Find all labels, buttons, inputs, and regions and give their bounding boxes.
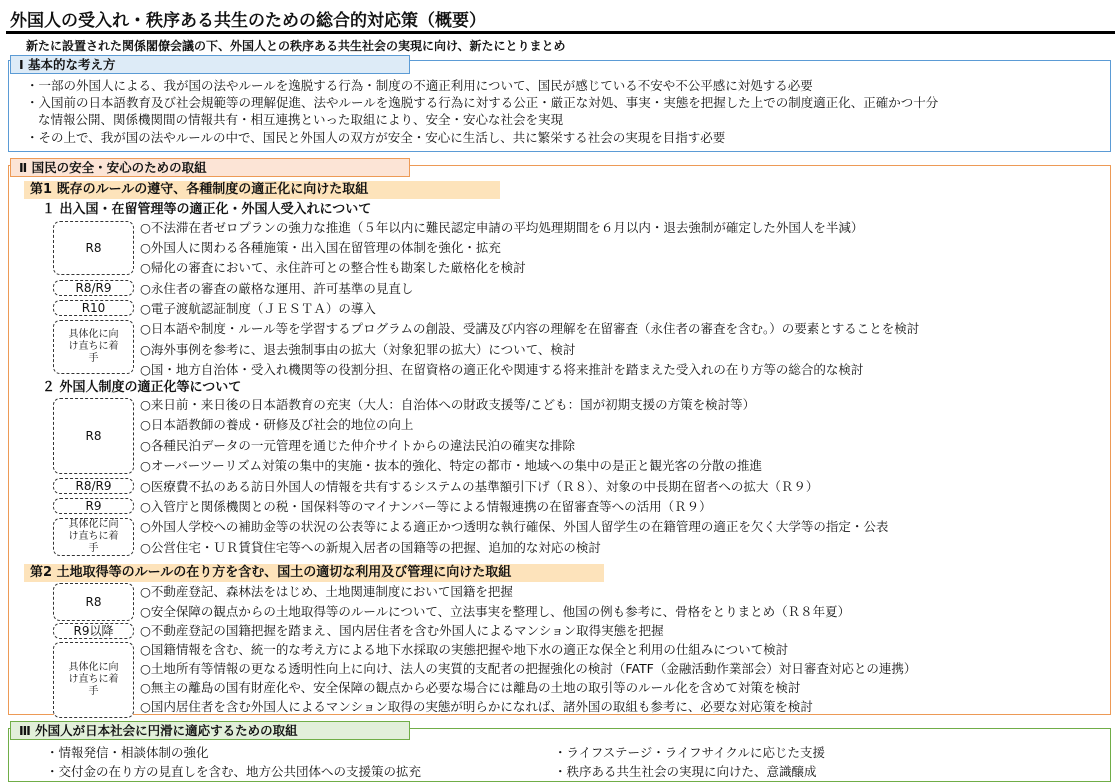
tag-r8-2: R8 bbox=[53, 398, 134, 474]
sub2-item-3: ○各種民泊データの一元管理を通じた仲介サイトからの違法民泊の確実な排除 bbox=[140, 438, 576, 453]
tag-r8-r9: R8/R9 bbox=[53, 280, 134, 296]
part2-item-5: ○土地所有等情報の更なる透明性向上に向け、法人の実質的支配者の把握強化の検討（FATF（金融活動作業部会）対日審査対応との連携） bbox=[140, 661, 917, 676]
sub1-item-3: ○帰化の審査において、永住許可との整合性も勘案した厳格化を検討 bbox=[140, 260, 526, 275]
tag-r8-r9-2: R8/R9 bbox=[53, 478, 134, 494]
sub1-item-2: ○外国人に関わる各種施策・出入国在留管理の体制を強化・拡充 bbox=[140, 240, 501, 255]
sub2-item-2: ○日本語教師の養成・研修及び社会的地位の向上 bbox=[140, 417, 414, 432]
part2-item-6: ○無主の離島の国有財産化や、安全保障の観点から必要な場合には離島の土地の取引等のルール化を含めて対策を検討 bbox=[140, 680, 801, 695]
section-safety-heading: Ⅱ 国民の安全・安心のための取組 bbox=[10, 158, 410, 177]
part2-item-7: ○国内居住者を含む外国人によるマンション取得の実態が明らかになれば、諸外国の取組も参考に、必要な対応策を検討 bbox=[140, 699, 813, 714]
basic-bullet-3: ・ その上で、我が国の法やルールの中で、国民と外国人の双方が安全・安心に生活し、共に繁栄する社会の実現を目指す必要 bbox=[26, 129, 725, 146]
part2-heading: 第2 土地取得等のルールの在り方を含む、国土の適切な利用及び管理に向けた取組 bbox=[30, 565, 512, 580]
tag-r9-later: R9以降 bbox=[53, 623, 134, 639]
part1-sub2-heading: ２ 外国人制度の適正化等について bbox=[42, 380, 242, 395]
part1-sub1-heading: １ 出入国・在留管理等の適正化・外国人受入れについて bbox=[42, 202, 372, 217]
tag-r10: R10 bbox=[53, 300, 134, 316]
section-basic-policy-heading: Ⅰ 基本的な考え方 bbox=[10, 55, 410, 74]
integration-right-2: ・秩序ある共生社会の実現に向けた、意識醸成 bbox=[554, 764, 817, 779]
sub2-item-5: ○医療費不払のある訪日外国人の情報を共有するシステムの基準額引下げ（Ｒ８）、対象の中長期在留者への拡大（Ｒ９） bbox=[140, 479, 819, 494]
basic-bullet-2: ・ 入国前の日本語教育及び社会規範等の理解促進、法やルールを逸脱する行為に対する公正・厳正な対処、事実・実態を把握した上での制度適正化、正確かつ十分 bbox=[26, 94, 938, 111]
sub1-item-1: ○不法滞在者ゼロプランの強力な推進（５年以内に難民認定申請の平均処理期間を６月以内・退去強制が確定した外国人を半減） bbox=[140, 220, 864, 235]
sub2-item-6: ○入管庁と関係機関との税・国保料等のマイナンバー等による情報連携の在留審査等への活用（Ｒ９） bbox=[140, 499, 712, 514]
sub2-item-4: ○オーバーツーリズム対策の集中的実施・抜本的強化、特定の都市・地域への集中の是正と観光客の分散の推進 bbox=[140, 458, 763, 473]
sub2-item-1: ○来日前・来日後の日本語教育の充実（大人：自治体への財政支援等/こども：国が初期支援の方策を検討等） bbox=[140, 397, 756, 412]
sub2-item-8: ○公営住宅・ＵＲ賃貸住宅等への新規入居者の国籍等の把握、追加的な対応の検討 bbox=[140, 540, 601, 555]
part2-item-4: ○国籍情報を含む、統一的な考え方による地下水採取の実態把握や地下水の適正な保全と利用の仕組みについて検討 bbox=[140, 642, 789, 657]
tag-immediate-2: 具体化に向け直ちに着手 bbox=[53, 518, 134, 556]
title-underline bbox=[6, 31, 1115, 34]
tag-r8: R8 bbox=[53, 221, 134, 275]
tag-immediate: 具体化に向け直ちに着手 bbox=[53, 320, 134, 374]
sub1-item-5: ○電子渡航認証制度（ＪＥＳＴＡ）の導入 bbox=[140, 301, 376, 316]
part2-item-2: ○安全保障の観点からの土地取得等のルールについて、立法事実を整理し、他国の例も参考に、骨格をとりまとめ（Ｒ８年夏） bbox=[140, 604, 851, 619]
sub1-item-6: ○日本語や制度・ルール等を学習するプログラムの創設、受講及び内容の理解を在留審査（永住者の審査を含む。）の要素とすることを検討 bbox=[140, 321, 920, 336]
tag-r8-3: R8 bbox=[53, 583, 134, 621]
part1-heading: 第1 既存のルールの遵守、各種制度の適正化に向けた取組 bbox=[30, 182, 369, 197]
sub1-item-8: ○国・地方自治体・受入れ機関等の役割分担、在留資格の適正化や関連する将来推計を踏まえた受入れの在り方等の総合的な検討 bbox=[140, 362, 864, 377]
integration-right-1: ・ライフステージ・ライフサイクルに応じた支援 bbox=[554, 745, 826, 760]
page-subtitle: 新たに設置された関係閣僚会議の下、外国人との秩序ある共生社会の実現に向け、新たにとりまとめ bbox=[26, 39, 566, 53]
section-integration-heading: Ⅲ 外国人が日本社会に円滑に適応するための取組 bbox=[10, 721, 410, 740]
sub2-item-7: ○外国人学校への補助金等の状況の公表等による適正かつ透明な執行確保、外国人留学生の在籍管理の適正を欠く大学等の指定・公表 bbox=[140, 519, 889, 534]
basic-bullet-1: ・ 一部の外国人による、我が国の法やルールを逸脱する行為・制度の不適正利用について、国民が感じている不安や不公平感に対処する必要 bbox=[26, 77, 813, 94]
tag-r9: R9 bbox=[53, 498, 134, 514]
page-header bbox=[0, 0, 1119, 34]
page-title: 外国人の受入れ・秩序ある共生のための総合的対応策（概要） bbox=[10, 11, 486, 31]
integration-left-2: ・ 交付金の在り方の見直しを含む、地方公共団体への支援策の拡充 bbox=[46, 763, 421, 780]
part2-item-3: ○不動産登記の国籍把握を踏まえ、国内居住者を含む外国人によるマンション取得実態を把握 bbox=[140, 623, 664, 638]
sub1-item-7: ○海外事例を参考に、退去強制事由の拡大（対象犯罪の拡大）について、検討 bbox=[140, 342, 576, 357]
part2-item-1: ○不動産登記、森林法をはじめ、土地関連制度において国籍を把握 bbox=[140, 584, 513, 599]
sub1-item-4: ○永住者の審査の厳格な運用、許可基準の見直し bbox=[140, 281, 414, 296]
integration-left-1: ・ 情報発信・相談体制の強化 bbox=[46, 744, 209, 761]
basic-bullet-2-cont: な情報公開、関係機関間の情報共有・相互連携といった取組により、安全・安心な社会を実現 bbox=[38, 112, 564, 127]
tag-immediate-3: 具体化に向け直ちに着手 bbox=[53, 642, 134, 718]
